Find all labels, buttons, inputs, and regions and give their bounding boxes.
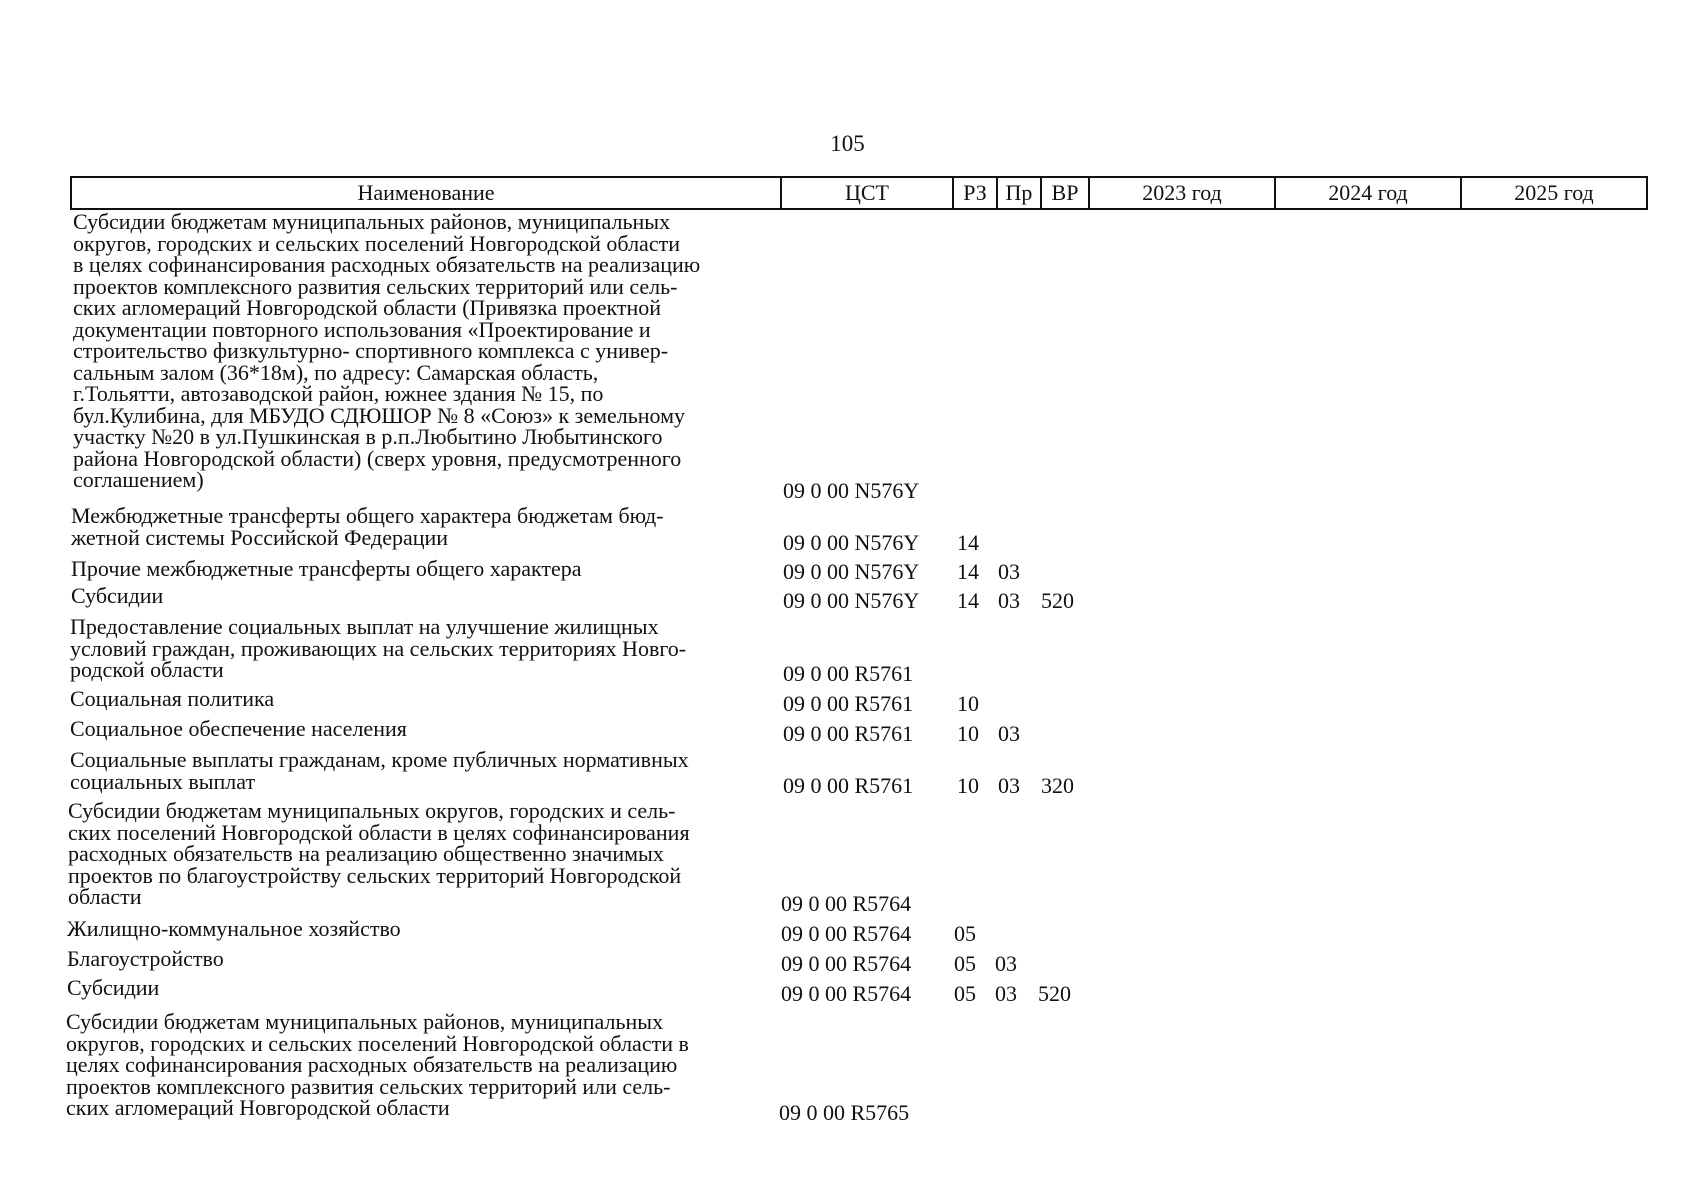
- row-pr: 03: [995, 981, 1017, 1006]
- header-cst: ЦСТ: [780, 176, 954, 210]
- row-rz: 14: [957, 559, 979, 584]
- row-cst: 09 0 00 R5761: [783, 773, 914, 798]
- row-name: Прочие межбюджетные трансферты общего характера: [71, 556, 582, 581]
- row-rz: 05: [954, 921, 976, 946]
- header-name: Наименование: [70, 176, 782, 210]
- row-rz: 14: [957, 588, 979, 613]
- row-name: Субсидии бюджетам муниципальных округов, городских и сель- ских поселений Новгородской области в целях софинансирования расходных обязательств на реализацию общественно значимых проектов по благоустройству сельских территорий Новгородской области: [68, 798, 690, 909]
- page-number: 105: [830, 131, 865, 156]
- row-cst: 09 0 00 R5765: [779, 1100, 910, 1125]
- row-rz: 05: [954, 951, 976, 976]
- row-name: Субсидии: [71, 583, 164, 608]
- header-pr: Пр: [996, 176, 1042, 210]
- row-cst: 09 0 00 R5761: [783, 691, 914, 716]
- row-pr: 03: [998, 721, 1020, 746]
- row-pr: 03: [998, 559, 1020, 584]
- header-2023: 2023 год: [1088, 176, 1276, 210]
- row-vr: 520: [1041, 588, 1074, 613]
- row-pr: 03: [998, 773, 1020, 798]
- row-rz: 10: [957, 691, 979, 716]
- row-rz: 14: [957, 530, 979, 555]
- row-vr: 520: [1038, 981, 1071, 1006]
- row-name: Субсидии: [67, 975, 160, 1000]
- row-cst: 09 0 00 N576Y: [783, 588, 920, 613]
- row-pr: 03: [995, 951, 1017, 976]
- row-name: Межбюджетные трансферты общего характера бюджетам бюд- жетной системы Российской Федерации: [71, 503, 664, 550]
- row-name: Предоставление социальных выплат на улучшение жилищных условий граждан, проживающих на сельских территориях Новго- родской области: [70, 614, 687, 682]
- row-name: Социальные выплаты гражданам, кроме публичных нормативных социальных выплат: [70, 747, 689, 794]
- row-cst: 09 0 00 N576Y: [783, 530, 920, 555]
- row-name: Социальная политика: [70, 686, 275, 711]
- row-pr: 03: [998, 588, 1020, 613]
- row-name: Субсидии бюджетам муниципальных районов, муниципальных округов, городских и сельских поселений Новгородской области в целях софинансирования расходных обязательств на реализацию проектов комплексного развития сельских территорий или сель- ских агломераций Новгородской области: [66, 1009, 689, 1120]
- row-cst: 09 0 00 R5764: [781, 921, 912, 946]
- row-cst: 09 0 00 R5764: [781, 981, 912, 1006]
- row-cst: 09 0 00 N576Y: [783, 478, 920, 503]
- row-rz: 10: [957, 773, 979, 798]
- row-cst: 09 0 00 N576Y: [783, 559, 920, 584]
- row-cst: 09 0 00 R5764: [781, 891, 912, 916]
- row-vr: 320: [1041, 773, 1074, 798]
- row-name: Социальное обеспечение населения: [70, 716, 407, 741]
- row-rz: 05: [954, 981, 976, 1006]
- row-name: Жилищно-коммунальное хозяйство: [67, 916, 401, 941]
- row-rz: 10: [957, 721, 979, 746]
- header-vr: ВР: [1040, 176, 1090, 210]
- table-header: [70, 176, 1650, 212]
- row-cst: 09 0 00 R5761: [783, 661, 914, 686]
- header-2024: 2024 год: [1274, 176, 1462, 210]
- row-name: Субсидии бюджетам муниципальных районов, муниципальных округов, городских и сельских поселений Новгородской области в целях софинансирования расходных обязательств на реализацию проектов комплексного развития сельских территорий или сель- ских агломераций Новгородской области (Привязка проектной документации повторного использования «Проектирование и строительство физкультурно- спортивного комплекса с универ- сальным залом (36*18м), по адресу: Самарская область, г.Тольятти, автозаводской район, южнее здания № 15, по бул.Кулибина, для МБУДО СДЮШОР № 8 «Союз» к земельному участку №20 в ул.Пушкинская в р.п.Любытино Любытинского района Новгородской области) (сверх уровня, предусмотренного соглашением): [73, 209, 701, 492]
- row-cst: 09 0 00 R5764: [781, 951, 912, 976]
- header-2025: 2025 год: [1460, 176, 1648, 210]
- header-rz: РЗ: [952, 176, 998, 210]
- row-name: Благоустройство: [67, 946, 224, 971]
- row-cst: 09 0 00 R5761: [783, 721, 914, 746]
